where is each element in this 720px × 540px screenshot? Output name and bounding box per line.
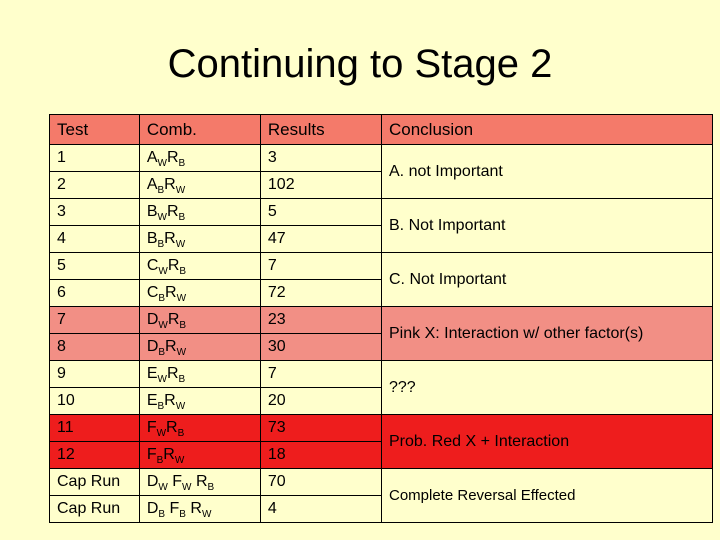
- comb-factor: F: [146, 419, 157, 436]
- cell-result: 7: [260, 253, 381, 280]
- comb-subscript: W: [174, 455, 185, 466]
- comb-subscript: B: [158, 293, 166, 304]
- comb-factor: R: [185, 500, 202, 517]
- comb-factor: R: [167, 311, 180, 328]
- table-header-row: [50, 115, 713, 145]
- header-comb: Comb.: [139, 115, 260, 145]
- cell-comb: [139, 280, 260, 307]
- cell-conclusion: ???: [382, 361, 713, 415]
- comb-subscript: B: [158, 509, 166, 520]
- comb-subscript: W: [158, 482, 168, 493]
- cell-result: 20: [260, 388, 381, 415]
- cell-result: 23: [260, 307, 381, 334]
- comb-subscript: W: [176, 293, 187, 304]
- cell-test: 8: [50, 334, 140, 361]
- cell-conclusion: C. Not Important: [382, 253, 713, 307]
- comb-subscript: B: [179, 509, 186, 520]
- comb-factor: R: [164, 176, 176, 193]
- table-row: [50, 307, 713, 334]
- cell-test: 6: [50, 280, 140, 307]
- cell-conclusion: Complete Reversal Effected: [382, 469, 713, 523]
- comb-factor: A: [146, 176, 158, 193]
- comb-subscript: B: [157, 239, 165, 250]
- cell-comb: [139, 253, 260, 280]
- cell-comb: [139, 361, 260, 388]
- header-results: Results: [260, 115, 381, 145]
- comb-subscript: W: [158, 320, 168, 331]
- comb-factor: R: [166, 365, 179, 382]
- cell-comb: [139, 469, 260, 496]
- comb-factor: R: [164, 230, 176, 247]
- comb-factor: F: [146, 446, 157, 463]
- table-row: [50, 361, 713, 388]
- table-row: [50, 415, 713, 442]
- comb-subscript: B: [179, 320, 187, 331]
- comb-factor: R: [165, 284, 177, 301]
- comb-factor: R: [163, 446, 175, 463]
- cell-conclusion: Pink X: Interaction w/ other factor(s): [382, 307, 713, 361]
- comb-subscript: W: [157, 158, 167, 169]
- comb-factor: D: [146, 338, 159, 355]
- comb-factor: D: [146, 311, 159, 328]
- comb-subscript: W: [201, 509, 212, 520]
- cell-test: 7: [50, 307, 140, 334]
- comb-subscript: W: [156, 428, 167, 439]
- table-row: [50, 253, 713, 280]
- cell-comb: [139, 145, 260, 172]
- comb-factor: R: [164, 392, 176, 409]
- cell-result: 5: [260, 199, 381, 226]
- cell-result: 102: [260, 172, 381, 199]
- cell-conclusion: B. Not Important: [382, 199, 713, 253]
- cell-result: 47: [260, 226, 381, 253]
- cell-comb: [139, 334, 260, 361]
- cell-test: 4: [50, 226, 140, 253]
- cell-conclusion: A. not Important: [382, 145, 713, 199]
- comb-subscript: B: [156, 455, 164, 466]
- comb-subscript: B: [178, 374, 186, 385]
- comb-subscript: W: [175, 185, 186, 196]
- cell-result: 30: [260, 334, 381, 361]
- comb-subscript: B: [158, 347, 166, 358]
- cell-result: 70: [260, 469, 381, 496]
- comb-subscript: B: [157, 401, 165, 412]
- cell-test: 11: [50, 415, 140, 442]
- cell-test: 5: [50, 253, 140, 280]
- table-row: [50, 145, 713, 172]
- cell-test: 10: [50, 388, 140, 415]
- cell-test: Cap Run: [50, 469, 140, 496]
- table-row: [50, 199, 713, 226]
- comb-subscript: W: [157, 212, 167, 223]
- cell-result: 18: [260, 442, 381, 469]
- comb-subscript: W: [175, 239, 186, 250]
- comb-factor: R: [167, 257, 180, 274]
- comb-subscript: B: [177, 428, 185, 439]
- comb-factor: B: [146, 230, 158, 247]
- comb-subscript: W: [157, 374, 167, 385]
- comb-factor: R: [165, 338, 177, 355]
- comb-subscript: B: [178, 212, 186, 223]
- comb-factor: F: [167, 473, 183, 490]
- table-row: [50, 469, 713, 496]
- comb-factor: R: [166, 203, 179, 220]
- comb-factor: E: [146, 392, 158, 409]
- comb-factor: R: [191, 473, 208, 490]
- cell-test: 9: [50, 361, 140, 388]
- cell-test: Cap Run: [50, 496, 140, 523]
- comb-factor: C: [146, 284, 159, 301]
- comb-subscript: B: [157, 185, 165, 196]
- comb-subscript: W: [175, 401, 186, 412]
- cell-test: 2: [50, 172, 140, 199]
- comb-subscript: B: [178, 158, 186, 169]
- cell-conclusion: Prob. Red X + Interaction: [382, 415, 713, 469]
- cell-test: 1: [50, 145, 140, 172]
- cell-comb: [139, 226, 260, 253]
- cell-result: 3: [260, 145, 381, 172]
- header-test: Test: [50, 115, 140, 145]
- cell-comb: [139, 442, 260, 469]
- cell-comb: [139, 496, 260, 523]
- cell-comb: [139, 199, 260, 226]
- cell-result: 7: [260, 361, 381, 388]
- cell-test: 12: [50, 442, 140, 469]
- cell-result: 72: [260, 280, 381, 307]
- cell-result: 4: [260, 496, 381, 523]
- cell-comb: [139, 415, 260, 442]
- page-title: Continuing to Stage 2: [167, 42, 553, 86]
- comb-factor: F: [165, 500, 180, 517]
- header-conclusion: Conclusion: [382, 115, 713, 145]
- comb-factor: D: [146, 500, 159, 517]
- cell-comb: [139, 172, 260, 199]
- comb-factor: E: [146, 365, 158, 382]
- comb-factor: A: [146, 149, 158, 166]
- comb-subscript: B: [207, 482, 215, 493]
- comb-subscript: W: [182, 482, 192, 493]
- comb-factor: R: [166, 149, 179, 166]
- results-table: [49, 114, 713, 523]
- comb-subscript: W: [158, 266, 168, 277]
- cell-test: 3: [50, 199, 140, 226]
- cell-result: 73: [260, 415, 381, 442]
- comb-factor: C: [146, 257, 159, 274]
- comb-factor: D: [146, 473, 159, 490]
- comb-subscript: W: [176, 347, 187, 358]
- comb-subscript: B: [179, 266, 187, 277]
- comb-factor: R: [166, 419, 178, 436]
- cell-comb: [139, 307, 260, 334]
- cell-comb: [139, 388, 260, 415]
- comb-factor: B: [146, 203, 158, 220]
